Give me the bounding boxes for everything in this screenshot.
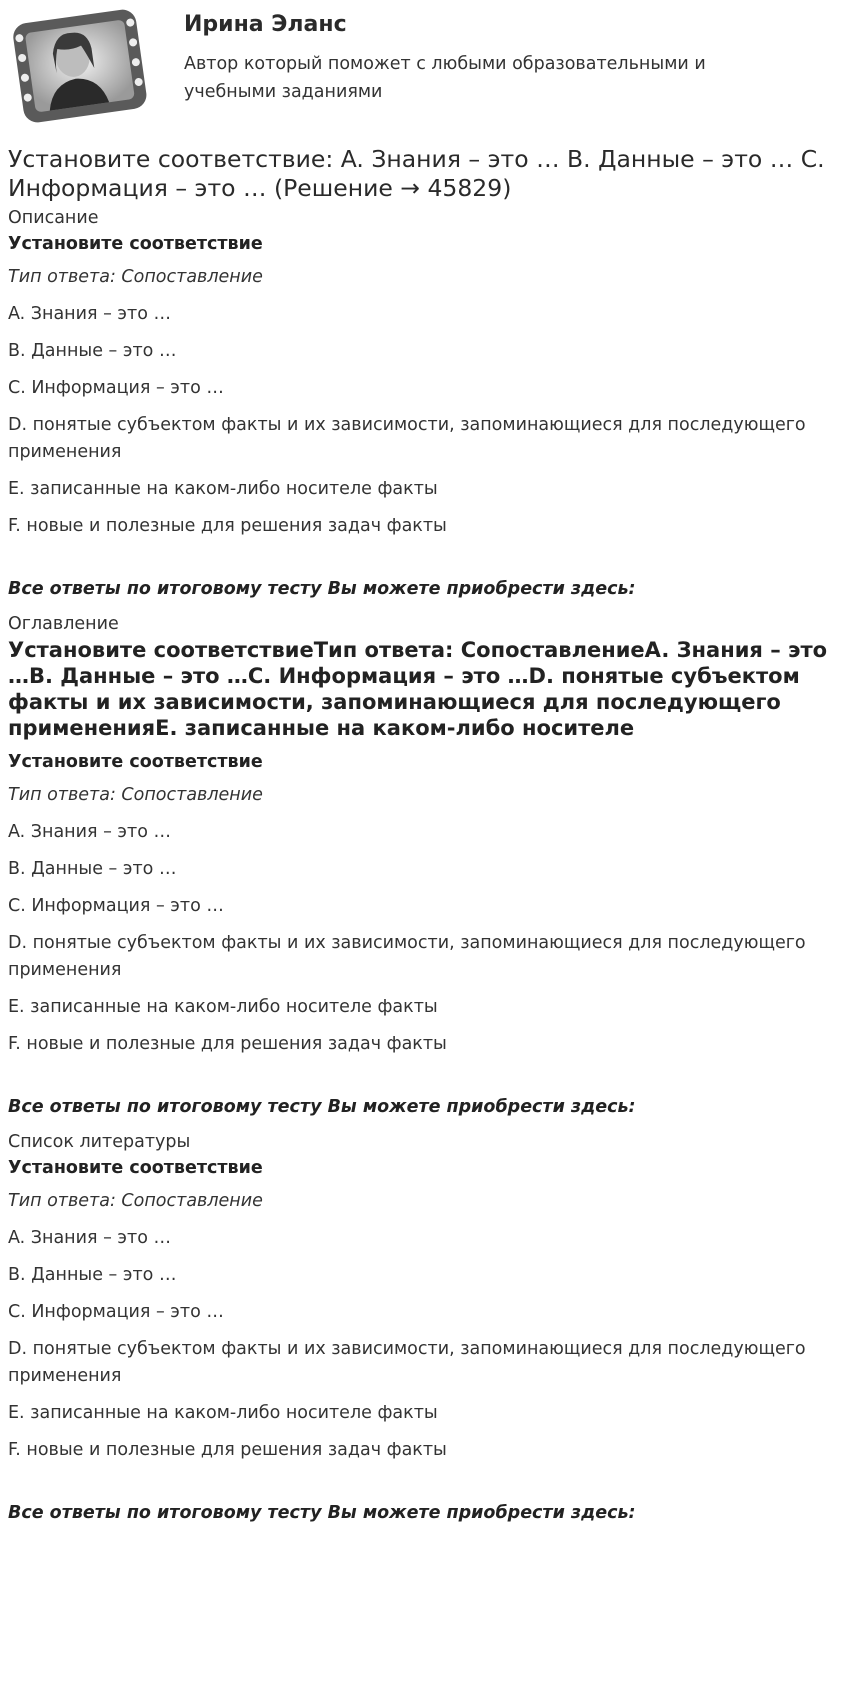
item-a: A. Знания – это … [8, 822, 171, 842]
item-e: E. записанные на каком-либо носителе факты [8, 997, 438, 1017]
task-heading: Установите соответствие [8, 1158, 263, 1178]
page-title: Установите соответствие: A. Знания – это … B. Данные – это … C. Информация – это … (Решение → 45829) [8, 145, 825, 202]
author-description: Автор который поможет с любыми образовательными и учебными заданиями [184, 54, 706, 102]
answer-type: Тип ответа: Сопоставление [8, 785, 263, 805]
item-f: F. новые и полезные для решения задач факты [8, 516, 447, 536]
author-name[interactable]: Ирина Эланс [184, 12, 347, 37]
description-label: Описание [8, 208, 99, 228]
task-heading: Установите соответствие [8, 752, 263, 772]
item-e: E. записанные на каком-либо носителе факты [8, 1403, 438, 1423]
author-avatar[interactable] [8, 6, 152, 128]
answer-type: Тип ответа: Сопоставление [8, 267, 263, 287]
item-a: A. Знания – это … [8, 1228, 171, 1248]
toc-label: Оглавление [8, 614, 119, 634]
item-d: D. понятые субъектом факты и их зависимости, запоминающиеся для последующего применения [8, 415, 806, 462]
item-b: B. Данные – это … [8, 1265, 177, 1285]
toc-title: Установите соответствиеТип ответа: СопоставлениеA. Знания – это …B. Данные – это …C. Информация – это …D. понятые субъектом факты и их зависимости, запоминающиеся для последующего примененияE. записанные на каком-либо носителе [8, 638, 828, 740]
promo-text[interactable]: Все ответы по итоговому тесту Вы можете приобрести здесь: [8, 579, 636, 599]
item-c: C. Информация – это … [8, 378, 224, 398]
bibliography-label: Список литературы [8, 1132, 191, 1152]
item-a: A. Знания – это … [8, 304, 171, 324]
item-d: D. понятые субъектом факты и их зависимости, запоминающиеся для последующего применения [8, 1339, 806, 1386]
item-e: E. записанные на каком-либо носителе факты [8, 479, 438, 499]
main-content [8, 145, 840, 1535]
item-c: C. Информация – это … [8, 1302, 224, 1322]
item-b: B. Данные – это … [8, 341, 177, 361]
item-f: F. новые и полезные для решения задач факты [8, 1034, 447, 1054]
item-d: D. понятые субъектом факты и их зависимости, запоминающиеся для последующего применения [8, 933, 806, 980]
item-f: F. новые и полезные для решения задач факты [8, 1440, 447, 1460]
item-c: C. Информация – это … [8, 896, 224, 916]
answer-type: Тип ответа: Сопоставление [8, 1191, 263, 1211]
promo-text[interactable]: Все ответы по итоговому тесту Вы можете приобрести здесь: [8, 1097, 636, 1117]
task-heading: Установите соответствие [8, 234, 263, 254]
item-b: B. Данные – это … [8, 859, 177, 879]
author-block [8, 6, 838, 130]
promo-text[interactable]: Все ответы по итоговому тесту Вы можете приобрести здесь: [8, 1503, 636, 1523]
